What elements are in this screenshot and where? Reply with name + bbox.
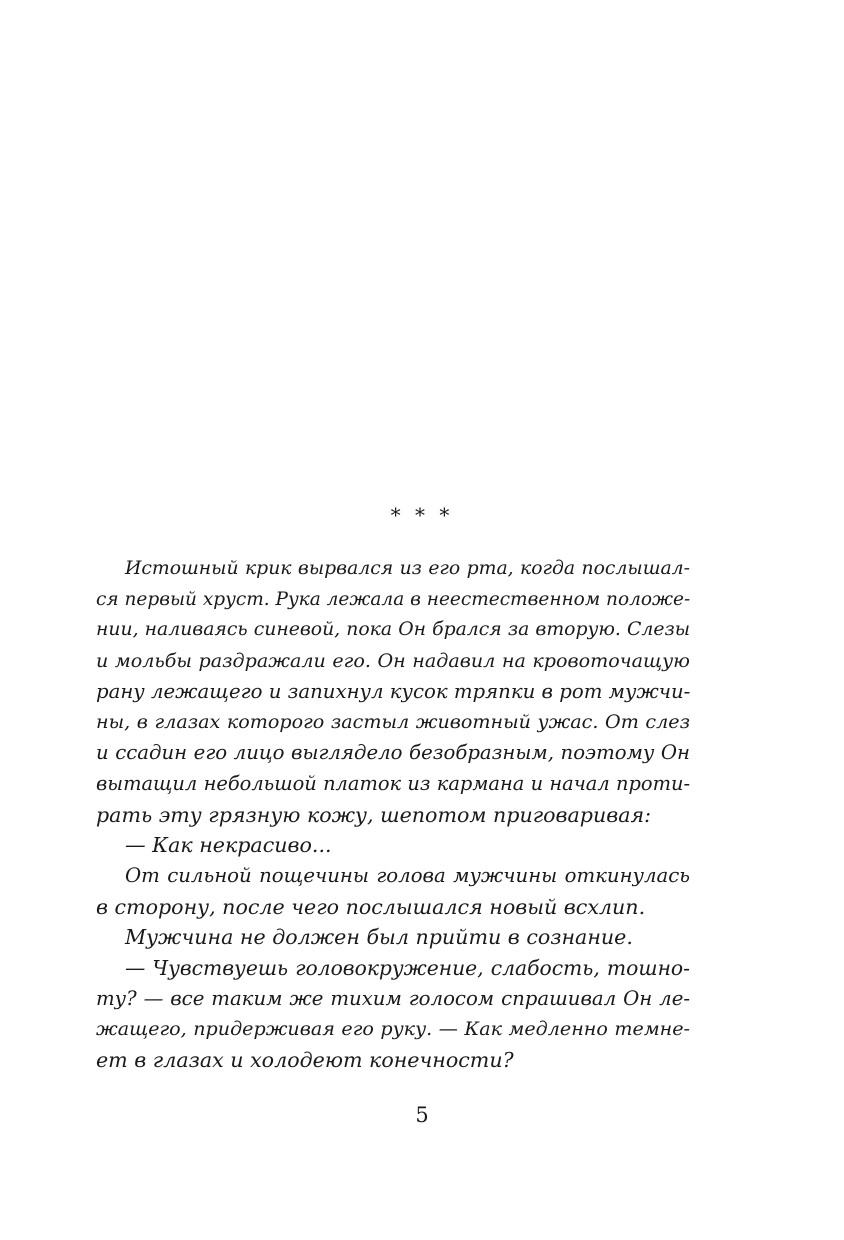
text-line: нии, наливаясь синевой, пока Он брался за вторую. Слезы [96, 619, 690, 641]
text-line: ет в глазах и холодеют конечности? [96, 1048, 514, 1072]
dialogue-line: — Как некрасиво... [125, 833, 332, 858]
page-number: 5 [415, 1103, 429, 1127]
text-line: ны, в глазах которого застыл животный ужас. От слез [96, 710, 690, 734]
body-text [96, 554, 690, 1076]
text-line: ся первый хруст. Рука лежала в неестественном положе- [96, 588, 691, 610]
text-line: и мольбы раздражали его. Он надавил на кровоточащую [96, 649, 690, 673]
text-line: Мужчина не должен был прийти в сознание. [125, 925, 633, 950]
text-line: вытащил небольшой платок из кармана и начал проти- [96, 771, 690, 795]
text-line: рану лежащего и запихнул кусок тряпки в рот мужчи- [96, 679, 691, 703]
dialogue-line: — Чувствуешь головокружение, слабость, тошно- [125, 955, 690, 980]
text-line: ту? — все таким же тихим голосом спрашивал Он ле- [96, 986, 690, 1010]
text-line: в сторону, после чего послышался новый всхлип. [96, 894, 646, 919]
text-line: От сильной пощечины голова мужчины откинулась [125, 863, 690, 887]
text-line: и ссадин его лицо выглядело безобразным, поэтому Он [96, 741, 690, 765]
text-line: Истошный крик вырвался из его рта, когда послышал- [125, 558, 690, 579]
text-line: рать эту грязную кожу, шепотом приговаривая: [96, 802, 652, 827]
section-separator: * * * [390, 503, 454, 527]
text-line: жащего, придерживая его руку. — Как медленно темне- [96, 1017, 690, 1041]
